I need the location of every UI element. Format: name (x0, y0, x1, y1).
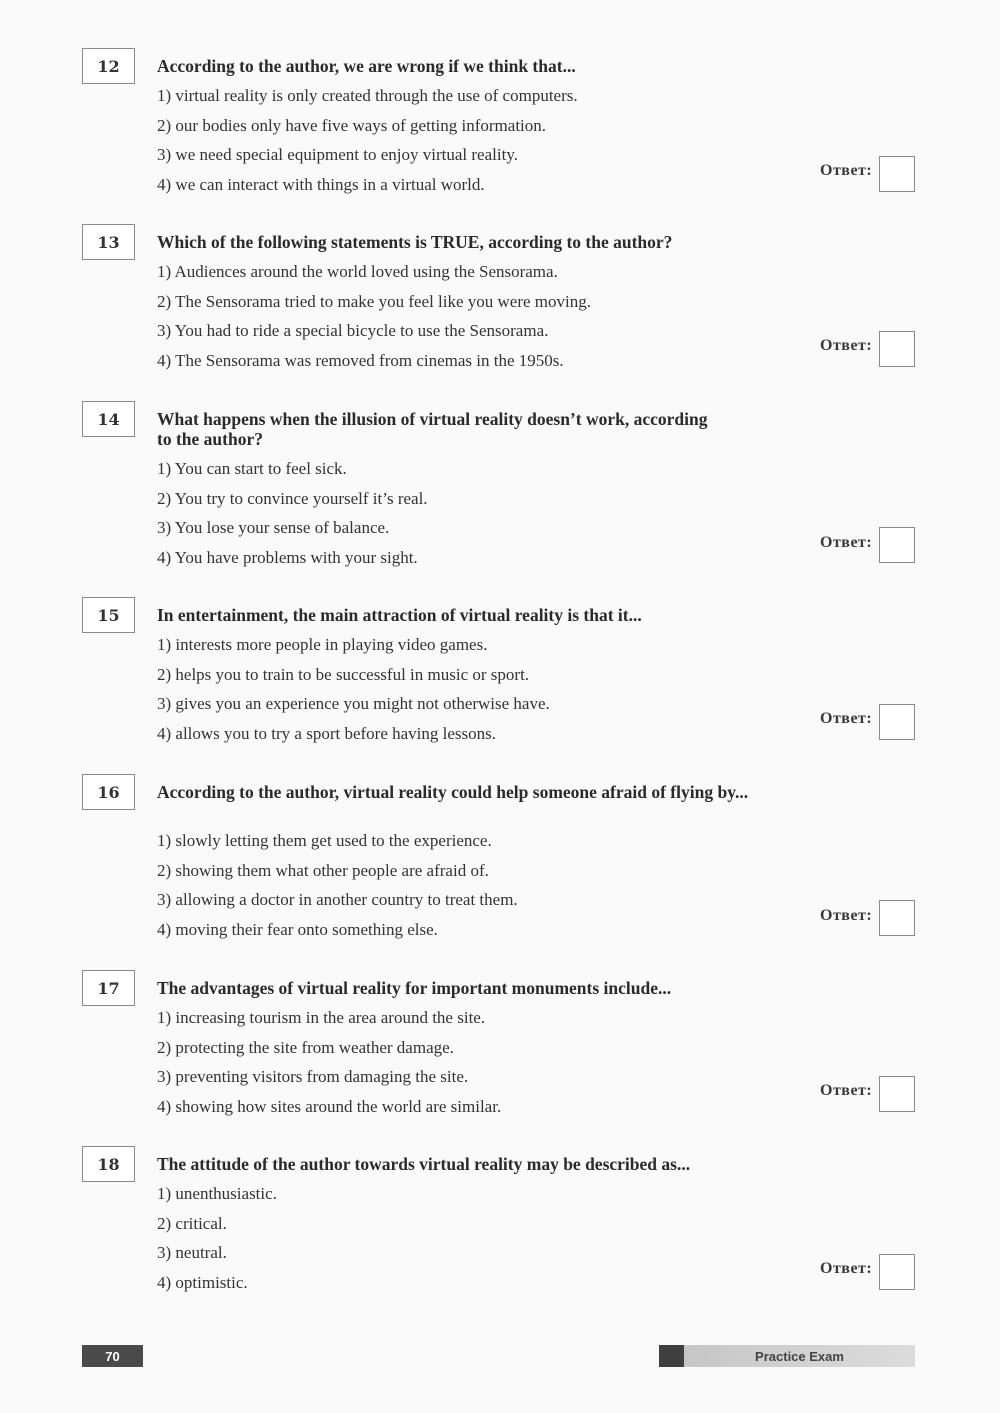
answer-box[interactable] (879, 1254, 915, 1290)
option-3: 3) allowing a doctor in another country to treat them. (157, 890, 518, 909)
question-number: 16 (82, 774, 135, 810)
answer-box[interactable] (879, 900, 915, 936)
option-2: 2) The Sensorama tried to make you feel like you were moving. (157, 291, 592, 311)
answer-label: Ответ: (820, 337, 873, 354)
question-number: 18 (82, 1146, 135, 1182)
option-list (157, 262, 797, 380)
option-list (157, 86, 797, 204)
answer-box[interactable] (879, 527, 915, 563)
question-number: 17 (82, 970, 135, 1006)
answer-box[interactable] (879, 704, 915, 740)
question-text: According to the author, virtual reality could help someone afraid of flying by... (157, 782, 749, 802)
answer-label: Ответ: (820, 710, 873, 727)
option-list (157, 831, 797, 949)
option-3: 3) neutral. (157, 1243, 227, 1262)
question-text: The advantages of virtual reality for important monuments include... (157, 978, 672, 998)
answer-label: Ответ: (820, 162, 873, 179)
option-4: 4) optimistic. (157, 1272, 248, 1292)
option-1: 1) increasing tourism in the area around the site. (157, 1008, 486, 1027)
option-1: 1) unenthusiastic. (157, 1184, 277, 1203)
option-3: 3) You had to ride a special bicycle to use the Sensorama. (157, 321, 549, 340)
option-list (157, 635, 797, 753)
question-number: 14 (82, 401, 135, 437)
answer-label: Ответ: (820, 907, 873, 924)
option-1: 1) virtual reality is only created through the use of computers. (157, 86, 578, 105)
answer-label: Ответ: (820, 1082, 873, 1099)
question-text: In entertainment, the main attraction of virtual reality is that it... (157, 605, 642, 625)
option-1: 1) slowly letting them get used to the experience. (157, 831, 492, 850)
option-2: 2) showing them what other people are afraid of. (157, 860, 489, 880)
option-1: 1) interests more people in playing video games. (157, 635, 488, 654)
option-4: 4) You have problems with your sight. (157, 547, 418, 567)
option-3: 3) gives you an experience you might not otherwise have. (157, 694, 550, 713)
section-footer-bar (659, 1345, 915, 1367)
option-2: 2) our bodies only have five ways of getting information. (157, 115, 547, 135)
question-number: 13 (82, 224, 135, 260)
option-4: 4) moving their fear onto something else. (157, 919, 438, 939)
option-3: 3) preventing visitors from damaging the site. (157, 1067, 469, 1086)
question-text: The attitude of the author towards virtual reality may be described as... (157, 1154, 691, 1174)
answer-label: Ответ: (820, 534, 873, 551)
option-4: 4) we can interact with things in a virtual world. (157, 174, 485, 194)
option-4: 4) allows you to try a sport before having lessons. (157, 723, 496, 743)
answer-box[interactable] (879, 1076, 915, 1112)
option-3: 3) You lose your sense of balance. (157, 518, 390, 537)
answer-box[interactable] (879, 331, 915, 367)
option-2: 2) You try to convince yourself it’s real. (157, 488, 428, 508)
option-1: 1) You can start to feel sick. (157, 459, 347, 478)
page-number: 70 (82, 1345, 143, 1367)
footer-block (659, 1345, 684, 1367)
question-number: 15 (82, 597, 135, 633)
option-list (157, 459, 797, 577)
answer-label: Ответ: (820, 1260, 873, 1277)
option-list (157, 1184, 797, 1302)
option-3: 3) we need special equipment to enjoy virtual reality. (157, 145, 518, 164)
option-1: 1) Audiences around the world loved using the Sensorama. (157, 262, 558, 281)
question-text: Which of the following statements is TRUE, according to the author? (157, 232, 673, 252)
option-list (157, 1008, 797, 1126)
option-4: 4) showing how sites around the world are similar. (157, 1096, 502, 1116)
section-label: Practice Exam (755, 1348, 844, 1364)
option-2: 2) critical. (157, 1213, 227, 1233)
question-text: According to the author, we are wrong if we think that... (157, 56, 576, 76)
answer-box[interactable] (879, 156, 915, 192)
option-2: 2) protecting the site from weather damage. (157, 1037, 454, 1057)
option-4: 4) The Sensorama was removed from cinemas in the 1950s. (157, 350, 564, 370)
option-2: 2) helps you to train to be successful in music or sport. (157, 664, 530, 684)
question-number: 12 (82, 48, 135, 84)
question-text: What happens when the illusion of virtual reality doesn’t work, according to the author? (157, 409, 708, 449)
